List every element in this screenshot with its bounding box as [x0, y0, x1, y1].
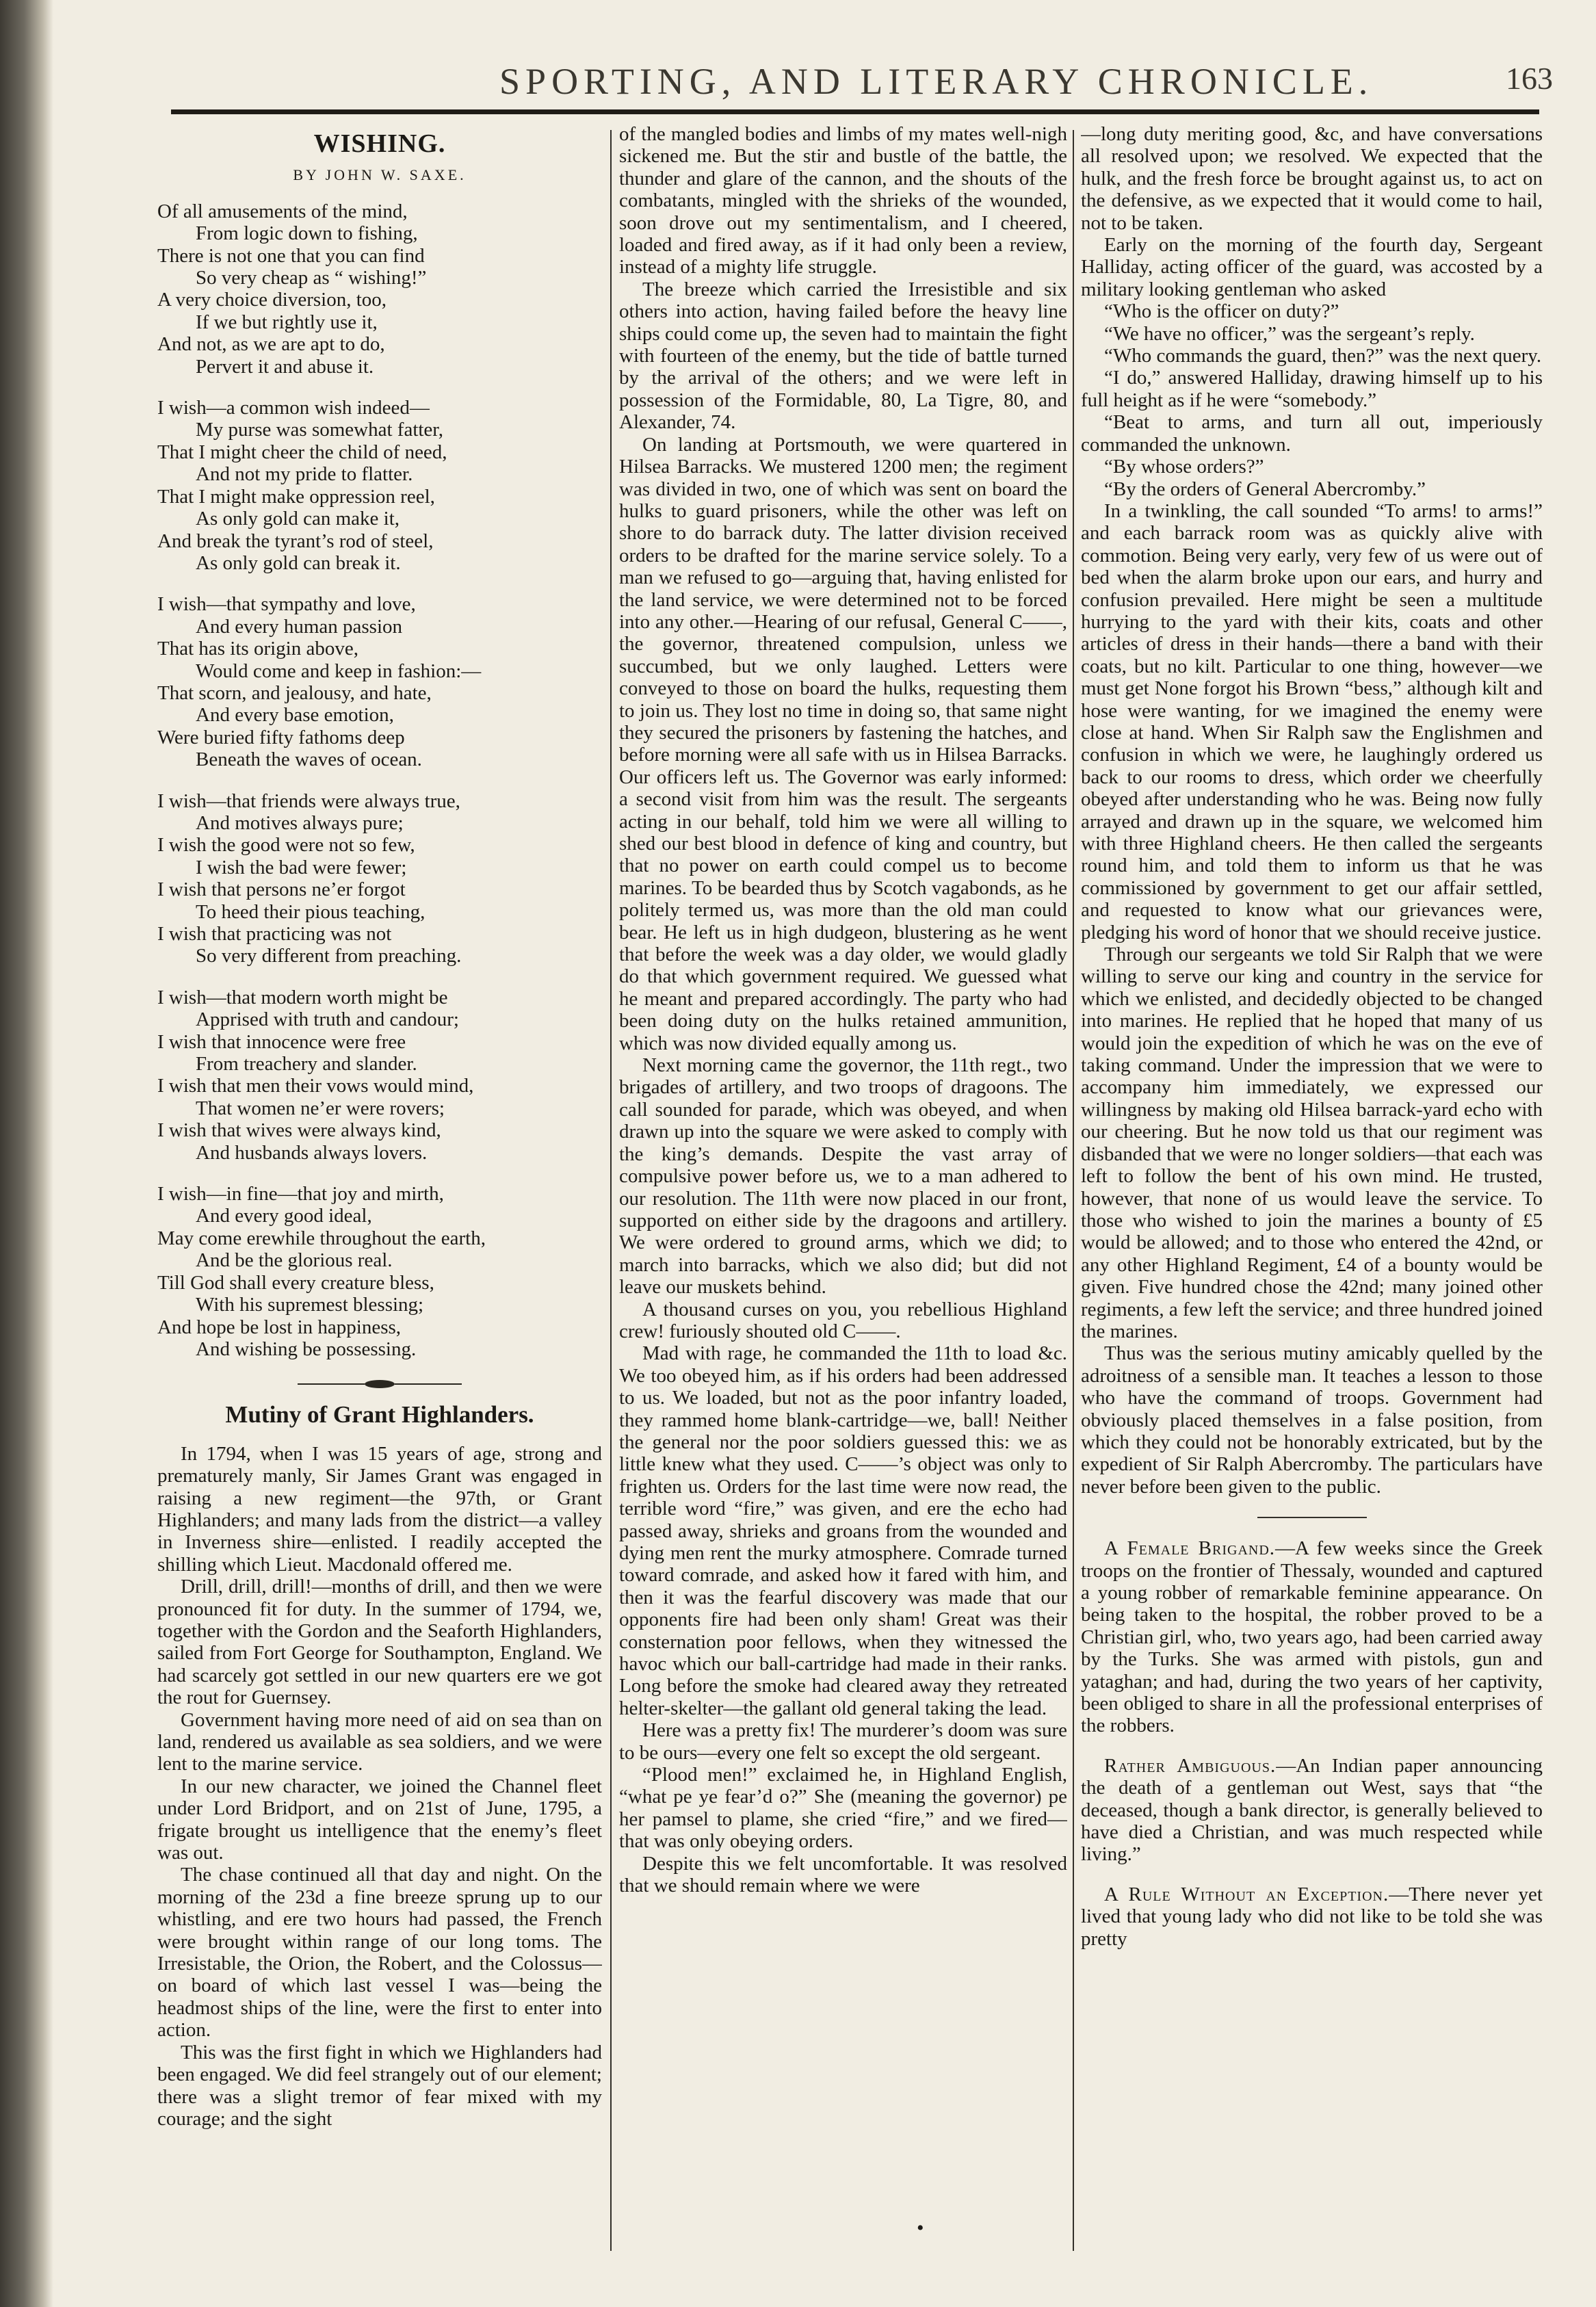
- poem-line: That scorn, and jealousy, and hate,: [157, 681, 432, 704]
- column-2: [619, 123, 1067, 2307]
- poem-line: That women ne’er were rovers;: [196, 1097, 445, 1119]
- poem-title: WISHING.: [313, 129, 446, 158]
- binding-edge: [0, 0, 53, 2307]
- news-items: [1081, 1537, 1543, 1950]
- article-paragraph: Next morning came the governor, the 11th regt., two brigades of artillery, and two troops of dragoons. The call sounded for parade, which was obeyed, and when drawn up into the square we were asked to comply with the king’s demands. Despite the vast array of compulsive power before us, we to a man adhered to our resolution. The 11th were now placed in our front, supported on either side by the dragoons and artillery. We were ordered to ground arms, which we did; to march into barracks, which we also did; but did not leave our muskets behind.: [619, 1054, 1067, 1299]
- news-item-text: —An Indian paper announcing the death of a gentleman out West, says that “the deceased, though a bank director, is generally believed to have died a Christian, and was much respected while living.”: [1081, 1754, 1543, 1866]
- poem-stanza: [157, 987, 602, 1164]
- poem-line: If we but rightly use it,: [196, 311, 378, 333]
- article-paragraph: Mad with rage, he commanded the 11th to load &c. We too obeyed him, as if his orders had been addressed to us. We loaded, but not as the poor infantry loaded, they rammed home blank-cartridge—we, ball! Neither the general nor the poor soldiers guessed this: we as little knew what they used. C——’s object was only to frighten us. Orders for the last time were now read, the terrible word “fire,” was given, and ere the echo had passed away, shrieks and groans from the wounded and dying men rent the murky atmosphere. Comrade turned toward comrade, and asked how it fared with him, and then it was the fearful discovery was made that our opponents fire had been only sham! Great was their consternation poor fellows, when they witnessed the havoc which our ball-cartridge had made in their ranks. Long before the smoke had cleared away they retreated helter-skelter—the gallant old general taking the lead.: [619, 1342, 1067, 1719]
- news-item: [1081, 1884, 1543, 1950]
- poem-stanza: [157, 1183, 602, 1360]
- poem-line: May come erewhile throughout the earth,: [157, 1227, 486, 1249]
- poem-line: And every good ideal,: [196, 1205, 372, 1227]
- poem-line: I wish that persons ne’er forgot: [157, 878, 406, 901]
- article-paragraph: Thus was the serious mutiny amicably quelled by the adroitness of a sensible man. It teaches a lesson to those who have the command of troops. Government had obviously placed themselves in a false position, from which they could not be honorably extricated, but by the expedient of Sir Ralph Abercromby. The particulars have never before been given to the public.: [1081, 1342, 1543, 1498]
- poem-body: [157, 200, 602, 1361]
- article-paragraph: Through our sergeants we told Sir Ralph that we were willing to serve our king and country in the service for which we enlisted, and decidedly objected to be changed into marines. He replied that he hoped that many of us would join the expedition of which he was on the eve of taking command. Under the impression that we were to accompany him immediately, we expressed our willingness by making old Hilsea barrack-yard echo with our cheering. But he now told us that our regiment was disbanded that we were no longer soldiers—that each was left to follow the bent of his own mind. He trusted, however, that none of us would leave the service. To those who wished to join the marines a bounty of £5 would be allowed; and to those who entered the 42nd, or any other Highland Regiment, £4 of a bounty would be given. Five hundred chose the 42nd; many joined other regiments, a few left the service; and three hundred joined the marines.: [1081, 943, 1543, 1342]
- poem-line: I wish—a common wish indeed—: [157, 397, 430, 419]
- poem-line: I wish the bad were fewer;: [196, 856, 407, 878]
- poem-line: And every base emotion,: [196, 704, 394, 727]
- ornament-rule-icon: [298, 1379, 462, 1389]
- article-paragraph: Early on the morning of the fourth day, Sergeant Halliday, acting officer of the guard, was accosted by a military looking gentleman who asked: [1081, 234, 1543, 300]
- poem-line: I wish the good were not so few,: [157, 834, 415, 857]
- poem-line: And break the tyrant’s rod of steel,: [157, 530, 434, 552]
- poem-line: And wishing be possessing.: [196, 1338, 417, 1360]
- news-item: [1081, 1537, 1543, 1737]
- poem-line: Of all amusements of the mind,: [157, 200, 408, 222]
- article-paragraph: The breeze which carried the Irresistible and six others into action, having failed before the heavy line ships could come up, the seven had to maintain the fight with fourteen of the enemy, but the tide of battle turned by the arrival of the others; and we were left in possession of the Formidable, 80, La Tigre, 80, and Alexander, 74.: [619, 278, 1067, 434]
- article-body-part-2: [619, 123, 1067, 1897]
- poem-line: I wish—in fine—that joy and mirth,: [157, 1183, 444, 1205]
- poem-line: I wish that men their vows would mind,: [157, 1075, 474, 1097]
- article-paragraph: In a twinkling, the call sounded “To arms! to arms!” and each barrack room was as quickly alive with commotion. Being very early, very few of us were out of bed when the alarm broke upon our ears, and hurry and confusion prevailed. Here might be seen a multitude hurrying to the yard with their kits, coats and other articles of dress in their hands—there a band with their coats, but no kilt. Particular to one thing, however—we must get None forgot his Brown “bess,” although kilt and hose were wanting, for we imagined the enemy were close at hand. When Sir Ralph saw the Englishmen and confusion in which we were, he laughingly ordered us back to our rooms to dress, which order we cheerfully obeyed after understanding who he was. Being now fully arrayed and drawn up in the square, we welcomed him with three Highland cheers. He then called the sergeants round him, and told them to inform us that he was commissioned by government to get our affair settled, and requested to know what our grievances were, pledging his word of honor that we should receive justice.: [1081, 499, 1543, 943]
- poem-line: As only gold can break it.: [196, 551, 401, 574]
- poem-line: Apprised with truth and candour;: [196, 1008, 459, 1031]
- poem-line: I wish—that friends were always true,: [157, 790, 460, 812]
- article-paragraph: “I do,” answered Halliday, drawing himself up to his full height as if he were “somebody.”: [1081, 367, 1543, 411]
- poem-stanza: [157, 593, 602, 770]
- poem-stanza: [157, 397, 602, 574]
- article-paragraph: “Who commands the guard, then?” was the next query.: [1104, 345, 1542, 367]
- news-item: [1081, 1755, 1543, 1866]
- poem-line: A very choice diversion, too,: [157, 289, 387, 311]
- poem-stanza: [157, 200, 602, 378]
- running-head: SPORTING, AND LITERARY CHRONICLE.: [499, 61, 1374, 102]
- article-paragraph: On landing at Portsmouth, we were quartered in Hilsea Barracks. We mustered 1200 men; the regiment was divided in two, one of which was sent on board the hulks to guard prisoners, while the other was left on shore to do barrack duty. The latter division received orders to be drafted for the marine service solely. To a man we refused to go—arguing that, having enlisted for the land service, we were determined not to be forced into any other.—Hearing of our refusal, General C——, the governor, threatened compulsion, unless we succumbed, but we only laughed. Letters were conveyed to those on board the hulks, requesting them to join us. They lost no time in doing so, that same night they secured the prisoners by fastening the hatches, and before morning were all safe with us in Hilsea Barracks. Our officers left us. The Governor was early informed: a second visit from him was the result. The sergeants acting in our behalf, told him we were all willing to shed our best blood in defence of king and country, but that no power on earth could compel us to become marines. To be bearded thus by Scotch vagabonds, as he politely termed us, was more than the old man could bear. He left us in high dudgeon, blustering as he went that before the week was a day older, we would gladly do that which government required. We guessed what he meant and prepared accordingly. The party who had been doing duty on the hulks retained ammunition, which was now divided equally among us.: [619, 433, 1067, 1054]
- article-paragraph: “Who is the officer on duty?”: [1104, 300, 1339, 323]
- article-paragraph: “By the orders of General Abercromby.”: [1104, 478, 1426, 500]
- article-paragraph: “Beat to arms, and turn all out, imperiously commanded the unknown.: [1081, 411, 1543, 456]
- article-paragraph: “Plood men!” exclaimed he, in Highland English, “what pe ye fear’d o?” She (meaning the governor) pe her pamsel to plame, she cried “fire,” and we fired—that was only obeying orders.: [619, 1764, 1067, 1853]
- poem-line: That I might make oppression reel,: [157, 485, 435, 508]
- poem-line: That I might cheer the child of need,: [157, 441, 447, 463]
- article-paragraph: Drill, drill, drill!—months of drill, and then we were pronounced fit for duty. In the summer of 1794, we, together with the Gordon and the Seaforth Highlanders, sailed from Fort George for Southampton, England. We had scarcely got settled in our new quarters ere we got the rout for Guernsey.: [157, 1576, 602, 1709]
- news-item-head: A Rule Without an Exception.: [1104, 1883, 1389, 1905]
- poem-line: I wish—that sympathy and love,: [157, 593, 416, 616]
- poem-line: And husbands always lovers.: [196, 1141, 428, 1164]
- news-item-text: —A few weeks since the Greek troops on the frontier of Thessaly, wounded and captured a young robber of remarkable feminine appearance. On being taken to the hospital, the robber proved to be a Christian girl, who, two years ago, had been carried away by the Turks. She was armed with pistols, gun and yataghan; and had, during the two years of her captivity, been obliged to share in all the professional enterprises of the robbers.: [1081, 1537, 1543, 1737]
- news-item-text: —There never yet lived that young lady who did not like to be told she was pretty: [1081, 1883, 1543, 1950]
- poem-line: Were buried fifty fathoms deep: [157, 726, 405, 748]
- article-body-part-3: [1081, 123, 1543, 1498]
- section-divider: [1257, 1517, 1367, 1518]
- column-1: [157, 123, 602, 2307]
- article-paragraph: —long duty meriting good, &c, and have conversations all resolved upon; we resolved. We expected that the hulk, and the fresh force be brought against us, to act on the defensive, as we expected that it would come to hail, not to be taken.: [1081, 123, 1543, 234]
- poem-line: And be the glorious real.: [196, 1249, 393, 1272]
- article-title: Mutiny of Grant Highlanders.: [225, 1401, 534, 1429]
- article-paragraph: of the mangled bodies and limbs of my mates well-nigh sickened me. But the stir and bustle of the battle, the thunder and glare of the cannon, and the shouts of the combatants, mingled with the shrieks of the wounded, soon drove out my sentimentalism, and I cheered, loaded and fired away, as if it had only been a review, instead of a mighty life struggle.: [619, 123, 1067, 278]
- poem-line: My purse was somewhat fatter,: [196, 419, 444, 441]
- article-paragraph: The chase continued all that day and night. On the morning of the 23d a fine breeze sprung up to our whistling, and ere two hours had passed, the French were brought within range of our long toms. The Irresistable, the Orion, the Robert, and the Colossus—on board of which last vessel I was—being the headmost ships of the line, were the first to enter into action.: [157, 1864, 602, 2042]
- poem-line: So very different from preaching.: [196, 945, 462, 967]
- news-item-head: Rather Ambiguous.: [1104, 1754, 1277, 1777]
- footer-mark: •: [917, 2217, 924, 2239]
- poem-line: To heed their pious teaching,: [196, 900, 426, 923]
- poem-line: And every human passion: [196, 615, 403, 638]
- poem-line: I wish—that modern worth might be: [157, 986, 448, 1008]
- article-paragraph: Government having more need of aid on sea than on land, rendered us available as sea soldiers, and we were lent to the marine service.: [157, 1708, 602, 1775]
- article-paragraph: In 1794, when I was 15 years of age, strong and prematurely manly, Sir James Grant was engaged in raising a new regiment—the 97th, or Grant Highlanders; and many lads from the district—a valley in Inverness shire—enlisted. I readily accepted the shilling which Lieut. Macdonald offered me.: [157, 1442, 602, 1576]
- poem-line: I wish that practicing was not: [157, 923, 392, 945]
- poem-line: And not my pride to flatter.: [196, 463, 413, 486]
- article-paragraph: A thousand curses on you, you rebellious Highland crew! furiously shouted old C——.: [619, 1298, 1067, 1342]
- article-paragraph: Despite this we felt uncomfortable. It was resolved that we should remain where we were: [619, 1852, 1067, 1897]
- poem-line: From logic down to fishing,: [196, 222, 418, 245]
- poem-line: That has its origin above,: [157, 638, 358, 660]
- poem-line: Beneath the waves of ocean.: [196, 748, 422, 771]
- poem-line: There is not one that you can find: [157, 244, 425, 267]
- poem-byline: BY JOHN W. SAXE.: [293, 166, 467, 184]
- poem-line: From treachery and slander.: [196, 1053, 417, 1076]
- news-item-head: A Female Brigand.: [1104, 1537, 1276, 1560]
- column-rule: [610, 130, 612, 2251]
- article-paragraph: “We have no officer,” was the sergeant’s reply.: [1104, 322, 1475, 345]
- poem-line: Till God shall every creature bless,: [157, 1271, 434, 1294]
- poem-line: I wish that innocence were free: [157, 1030, 406, 1053]
- poem-stanza: [157, 790, 602, 967]
- poem-line: So very cheap as “ wishing!”: [196, 267, 427, 289]
- poem-line: Would come and keep in fashion:—: [196, 660, 482, 682]
- poem-line: Pervert it and abuse it.: [196, 355, 374, 378]
- column-rule: [1073, 130, 1074, 2251]
- poem-line: And hope be lost in happiness,: [157, 1316, 402, 1338]
- poem-line: And motives always pure;: [196, 811, 404, 834]
- article-paragraph: Here was a pretty fix! The murderer’s doom was sure to be ours—every one felt so except the old sergeant.: [619, 1719, 1067, 1764]
- page-header: [157, 60, 1553, 108]
- article-paragraph: “By whose orders?”: [1104, 456, 1264, 478]
- poem-line: With his supremest blessing;: [196, 1294, 424, 1316]
- poem-line: And not, as we are apt to do,: [157, 333, 385, 356]
- article-body-part-1: [157, 1443, 602, 2130]
- poem-line: As only gold can make it,: [196, 508, 400, 530]
- header-rule: [171, 109, 1539, 114]
- page-number: 163: [1506, 61, 1553, 96]
- column-3: [1081, 123, 1543, 2307]
- article-paragraph: This was the first fight in which we Highlanders had been engaged. We did feel strangely out of our element; there was a slight tremor of fear mixed with my courage; and the sight: [157, 2041, 602, 2130]
- article-paragraph: In our new character, we joined the Channel fleet under Lord Bridport, and on 21st of June, 1795, a frigate brought us intelligence that the enemy’s fleet was out.: [157, 1775, 602, 1864]
- ornament-divider: [157, 1379, 602, 1389]
- poem-line: I wish that wives were always kind,: [157, 1119, 441, 1142]
